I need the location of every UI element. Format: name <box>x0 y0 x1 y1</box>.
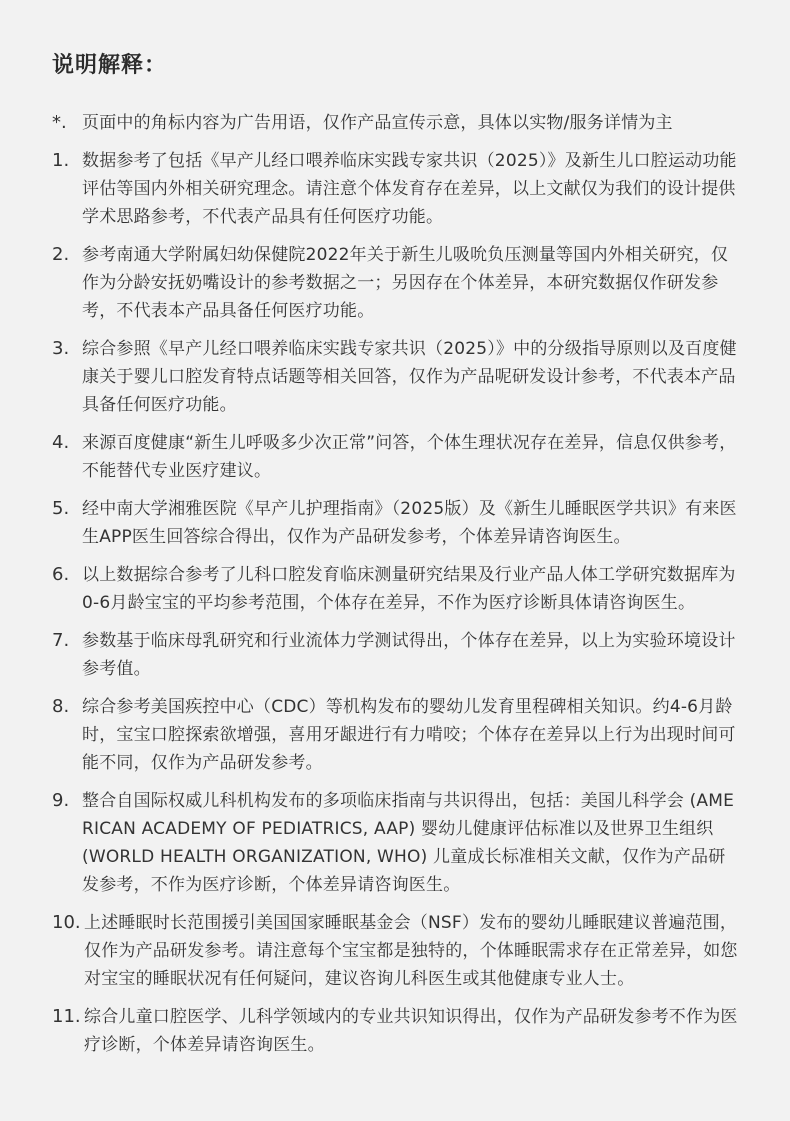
note-text: 经中南大学湘雅医院《早产儿护理指南》（2025版）及《新生儿睡眠医学共识》有来医生APP医生回答综合得出，仅作为产品研发参考，个体差异请咨询医生。 <box>82 499 737 547</box>
note-5 <box>52 495 738 551</box>
note-number: 3. <box>52 338 70 359</box>
note-text: 页面中的角标内容为广告用语，仅作产品宣传示意，具体以实物/服务详情为主 <box>82 113 673 133</box>
note-text: 综合参照《早产儿经口喂养临床实践专家共识（2025）》中的分级指导原则以及百度健康关于婴儿口腔发育特点话题等相关回答，仅作为产品呢研发设计参考，不代表本产品具备任何医疗功能。 <box>82 339 737 415</box>
note-text: 以上数据综合参考了儿科口腔发育临床测量研究结果及行业产品人体工学研究数据库为0-6月龄宝宝的平均参考范围，个体存在差异，不作为医疗诊断具体请咨询医生。 <box>82 565 736 613</box>
note-6 <box>52 561 738 617</box>
note-number: 5. <box>52 498 70 519</box>
note-text: 综合儿童口腔医学、儿科学领域内的专业共识知识得出，仅作为产品研发参考不作为医疗诊断，个体差异请咨询医生。 <box>84 1007 738 1055</box>
note-number: 6. <box>52 564 70 585</box>
note-2 <box>52 241 738 325</box>
note-text: 参数基于临床母乳研究和行业流体力学测试得出，个体存在差异，以上为实验环境设计参考值。 <box>82 631 736 679</box>
note-3 <box>52 335 738 419</box>
note-text: 来源百度健康“新生儿呼吸多少次正常”问答，个体生理状况存在差异，信息仅供参考，不能替代专业医疗建议。 <box>82 433 737 481</box>
note-number: 4. <box>52 432 70 453</box>
note-number: 7. <box>52 630 70 651</box>
note-number: 9. <box>52 790 70 811</box>
note-number: 2. <box>52 244 70 265</box>
note-7 <box>52 627 738 683</box>
note-1 <box>52 147 738 231</box>
note-text: 整合自国际权威儿科机构发布的多项临床指南与共识得出，包括：美国儿科学会 (AMERICAN ACADEMY OF PEDIATRICS, AAP) 婴幼儿健康评估标准以及世界卫生组织 (WORLD HEALTH ORGANIZATION, WHO) 儿童成长标准相关文献，仅作为产品研发参考，不作为医疗诊断，个体差异请咨询医生。 <box>82 791 735 895</box>
note-number: 11. <box>52 1006 81 1027</box>
note-number: *. <box>52 112 67 133</box>
note-asterisk <box>52 109 738 137</box>
note-number: 8. <box>52 696 70 717</box>
note-number: 1. <box>52 150 70 171</box>
note-text: 综合参考美国疾控中心（CDC）等机构发布的婴幼儿发育里程碑相关知识。约4-6月龄时，宝宝口腔探索欲增强，喜用牙龈进行有力啃咬；个体存在差异以上行为出现时间可能不同，仅作为产品研发参考。 <box>82 697 736 773</box>
note-number: 10. <box>52 912 81 933</box>
note-11 <box>52 1003 738 1059</box>
note-10 <box>52 909 738 993</box>
note-4 <box>52 429 738 485</box>
note-text: 数据参考了包括《早产儿经口喂养临床实践专家共识（2025）》及新生儿口腔运动功能评估等国内外相关研究理念。请注意个体发育存在差异，以上文献仅为我们的设计提供学术思路参考，不代表产品具有任何医疗功能。 <box>82 151 737 227</box>
note-text: 上述睡眠时长范围援引美国国家睡眠基金会（NSF）发布的婴幼儿睡眠建议普遍范围，仅作为产品研发参考。请注意每个宝宝都是独特的，个体睡眠需求存在正常差异，如您对宝宝的睡眠状况有任何疑问，建议咨询儿科医生或其他健康专业人士。 <box>84 913 738 989</box>
note-text: 参考南通大学附属妇幼保健院2022年关于新生儿吸吮负压测量等国内外相关研究，仅作为分龄安抚奶嘴设计的参考数据之一；另因存在个体差异，本研究数据仅作研发参考，不代表本产品具备任何医疗功能。 <box>82 245 729 321</box>
note-8 <box>52 693 738 777</box>
page-title: 说明解释： <box>52 53 168 78</box>
note-9 <box>52 787 738 899</box>
